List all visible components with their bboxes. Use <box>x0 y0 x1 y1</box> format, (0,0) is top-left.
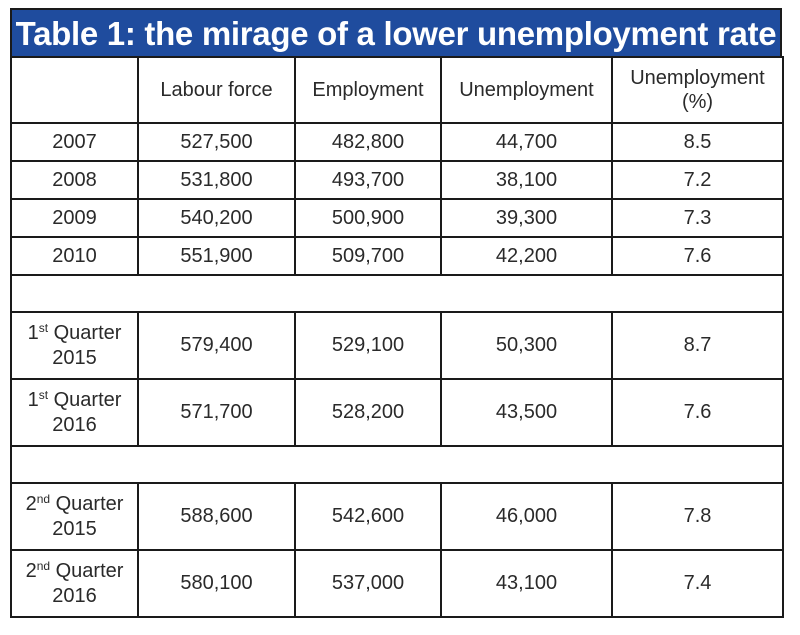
spacer-cell <box>11 446 783 483</box>
employment-cell: 482,800 <box>295 123 441 161</box>
labour-force-cell: 531,800 <box>138 161 295 199</box>
period-cell <box>11 550 138 617</box>
unemployment-cell: 46,000 <box>441 483 612 550</box>
table-row <box>11 483 783 550</box>
header-labour-force: Labour force <box>138 57 295 123</box>
quarter-year: 2015 <box>52 346 97 369</box>
unemployment-cell: 39,300 <box>441 199 612 237</box>
rate-cell: 7.8 <box>612 483 783 550</box>
quarter-ordinal-suffix: nd <box>36 491 51 506</box>
unemployment-table <box>10 56 784 618</box>
labour-force-cell: 580,100 <box>138 550 295 617</box>
labour-force-cell: 579,400 <box>138 312 295 379</box>
table-row <box>11 312 783 379</box>
employment-cell: 529,100 <box>295 312 441 379</box>
header-unemployment-rate-line1: Unemployment <box>630 67 765 89</box>
labour-force-cell: 540,200 <box>138 199 295 237</box>
period-cell: 2010 <box>11 237 138 275</box>
quarter-word: Quarter <box>53 321 122 344</box>
rate-cell: 8.7 <box>612 312 783 379</box>
quarter-word: Quarter <box>55 492 124 515</box>
header-unemployment-rate <box>612 57 783 123</box>
labour-force-cell: 571,700 <box>138 379 295 446</box>
table-frame <box>10 8 782 620</box>
unemployment-cell: 43,500 <box>441 379 612 446</box>
table-row <box>11 161 783 199</box>
labour-force-cell: 551,900 <box>138 237 295 275</box>
quarter-word: Quarter <box>55 559 124 582</box>
quarter-year: 2015 <box>52 517 97 540</box>
quarter-year: 2016 <box>52 413 97 436</box>
quarter-ordinal: 2 <box>25 492 37 515</box>
spacer-row <box>11 446 783 483</box>
period-cell <box>11 379 138 446</box>
header-employment: Employment <box>295 57 441 123</box>
period-cell <box>11 312 138 379</box>
header-unemployment-rate-line2: (%) <box>681 91 714 113</box>
employment-cell: 509,700 <box>295 237 441 275</box>
spacer-row <box>11 275 783 312</box>
period-cell <box>11 483 138 550</box>
unemployment-cell: 43,100 <box>441 550 612 617</box>
unemployment-cell: 42,200 <box>441 237 612 275</box>
rate-cell: 7.6 <box>612 237 783 275</box>
table-title: Table 1: the mirage of a lower unemployment rate <box>10 8 782 56</box>
table-row <box>11 550 783 617</box>
header-period <box>11 57 138 123</box>
rate-cell: 8.5 <box>612 123 783 161</box>
employment-cell: 493,700 <box>295 161 441 199</box>
rate-cell: 7.2 <box>612 161 783 199</box>
quarter-word: Quarter <box>53 388 122 411</box>
quarter-year: 2016 <box>52 584 97 607</box>
rate-cell: 7.4 <box>612 550 783 617</box>
quarter-ordinal-suffix: st <box>38 387 49 402</box>
quarter-ordinal-suffix: st <box>38 320 49 335</box>
employment-cell: 528,200 <box>295 379 441 446</box>
period-cell: 2007 <box>11 123 138 161</box>
unemployment-cell: 50,300 <box>441 312 612 379</box>
period-cell: 2009 <box>11 199 138 237</box>
quarter-ordinal: 1 <box>27 321 39 344</box>
table-row <box>11 123 783 161</box>
employment-cell: 500,900 <box>295 199 441 237</box>
unemployment-cell: 38,100 <box>441 161 612 199</box>
rate-cell: 7.3 <box>612 199 783 237</box>
employment-cell: 537,000 <box>295 550 441 617</box>
labour-force-cell: 527,500 <box>138 123 295 161</box>
quarter-ordinal-suffix: nd <box>36 558 51 573</box>
table-row <box>11 379 783 446</box>
spacer-cell <box>11 275 783 312</box>
header-row <box>11 57 783 123</box>
quarter-ordinal: 2 <box>25 559 37 582</box>
quarter-ordinal: 1 <box>27 388 39 411</box>
period-cell: 2008 <box>11 161 138 199</box>
table-row <box>11 237 783 275</box>
rate-cell: 7.6 <box>612 379 783 446</box>
labour-force-cell: 588,600 <box>138 483 295 550</box>
header-unemployment: Unemployment <box>441 57 612 123</box>
table-row <box>11 199 783 237</box>
employment-cell: 542,600 <box>295 483 441 550</box>
unemployment-cell: 44,700 <box>441 123 612 161</box>
